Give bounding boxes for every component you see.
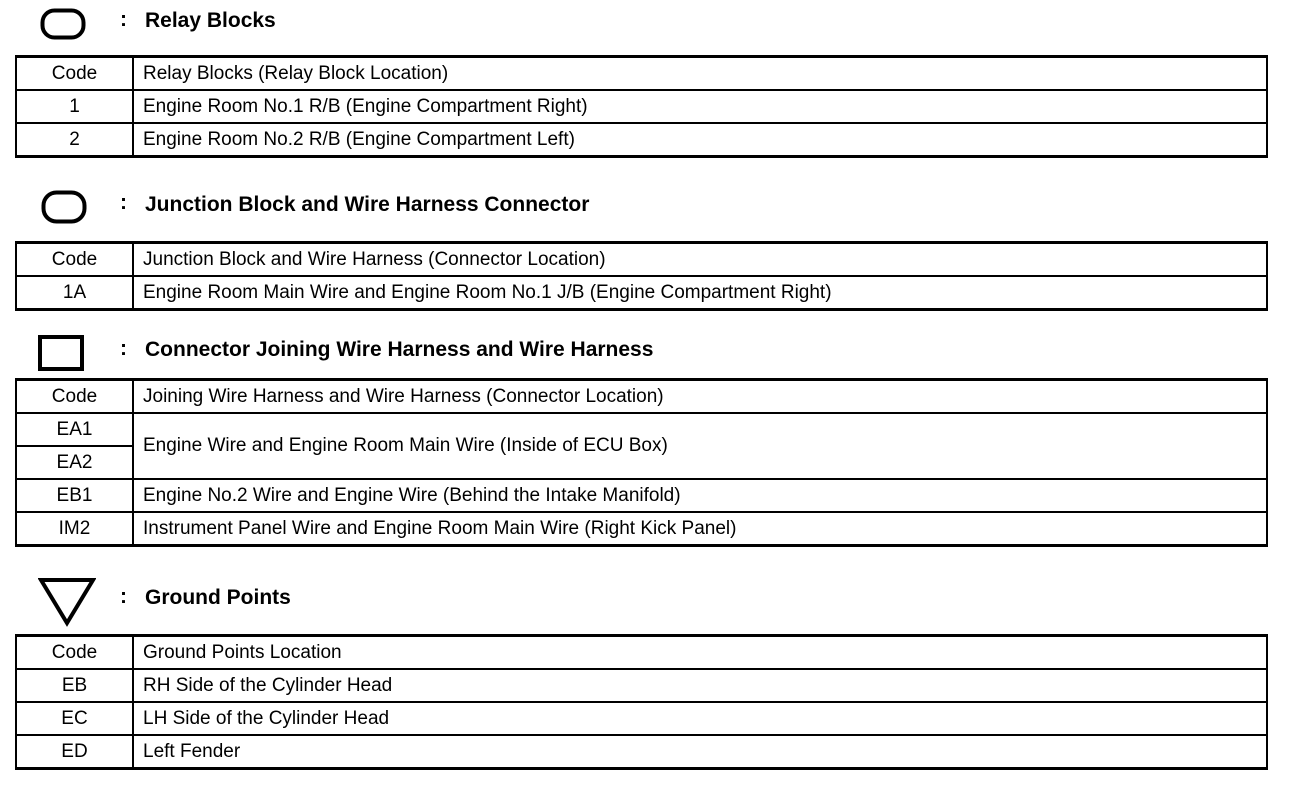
header-description: Junction Block and Wire Harness (Connector Location) — [133, 243, 1267, 277]
connector-joining-table — [15, 378, 1268, 547]
rounded-rect-icon — [40, 8, 86, 40]
row-description: Instrument Panel Wire and Engine Room Main Wire (Right Kick Panel) — [133, 512, 1267, 546]
section-colon: : — [120, 8, 127, 31]
table-row — [16, 123, 1267, 157]
row-code: ED — [16, 735, 133, 769]
row-description: LH Side of the Cylinder Head — [133, 702, 1267, 735]
table-row — [16, 90, 1267, 123]
section-title-junction-block: Junction Block and Wire Harness Connector — [145, 193, 590, 216]
ground-points-table — [15, 634, 1268, 770]
row-description: Engine Wire and Engine Room Main Wire (Inside of ECU Box) — [133, 413, 1267, 479]
header-code: Code — [16, 380, 133, 414]
header-description: Ground Points Location — [133, 636, 1267, 670]
row-code: EB1 — [16, 479, 133, 512]
section-colon: : — [120, 337, 127, 360]
section-colon: : — [120, 585, 127, 608]
table-row — [16, 479, 1267, 512]
section-title-relay-blocks: Relay Blocks — [145, 9, 276, 32]
table-header-row — [16, 636, 1267, 670]
row-code: EC — [16, 702, 133, 735]
row-description: Engine Room No.2 R/B (Engine Compartment Left) — [133, 123, 1267, 157]
oval-rect-icon — [41, 190, 87, 224]
section-title-connector-joining: Connector Joining Wire Harness and Wire Harness — [145, 338, 654, 361]
row-code: EA1 — [16, 413, 133, 446]
table-row — [16, 413, 1267, 446]
square-icon — [38, 335, 84, 371]
header-code: Code — [16, 243, 133, 277]
header-description: Relay Blocks (Relay Block Location) — [133, 57, 1267, 91]
table-header-row — [16, 243, 1267, 277]
table-row — [16, 276, 1267, 310]
row-description: Engine Room Main Wire and Engine Room No.1 J/B (Engine Compartment Right) — [133, 276, 1267, 310]
header-code: Code — [16, 636, 133, 670]
row-code: 2 — [16, 123, 133, 157]
table-row — [16, 702, 1267, 735]
relay-blocks-table — [15, 55, 1268, 158]
header-description: Joining Wire Harness and Wire Harness (Connector Location) — [133, 380, 1267, 414]
row-code: 1 — [16, 90, 133, 123]
section-title-ground-points: Ground Points — [145, 586, 291, 609]
row-description: Engine Room No.1 R/B (Engine Compartment Right) — [133, 90, 1267, 123]
row-code: 1A — [16, 276, 133, 310]
row-code: EB — [16, 669, 133, 702]
table-row — [16, 669, 1267, 702]
header-code: Code — [16, 57, 133, 91]
section-colon: : — [120, 191, 127, 214]
down-triangle-icon — [38, 577, 96, 627]
row-code: EA2 — [16, 446, 133, 479]
table-row — [16, 735, 1267, 769]
row-description: Engine No.2 Wire and Engine Wire (Behind the Intake Manifold) — [133, 479, 1267, 512]
table-header-row — [16, 57, 1267, 91]
row-description: Left Fender — [133, 735, 1267, 769]
table-row — [16, 512, 1267, 546]
table-header-row — [16, 380, 1267, 414]
junction-block-table — [15, 241, 1268, 311]
row-description: RH Side of the Cylinder Head — [133, 669, 1267, 702]
row-code: IM2 — [16, 512, 133, 546]
